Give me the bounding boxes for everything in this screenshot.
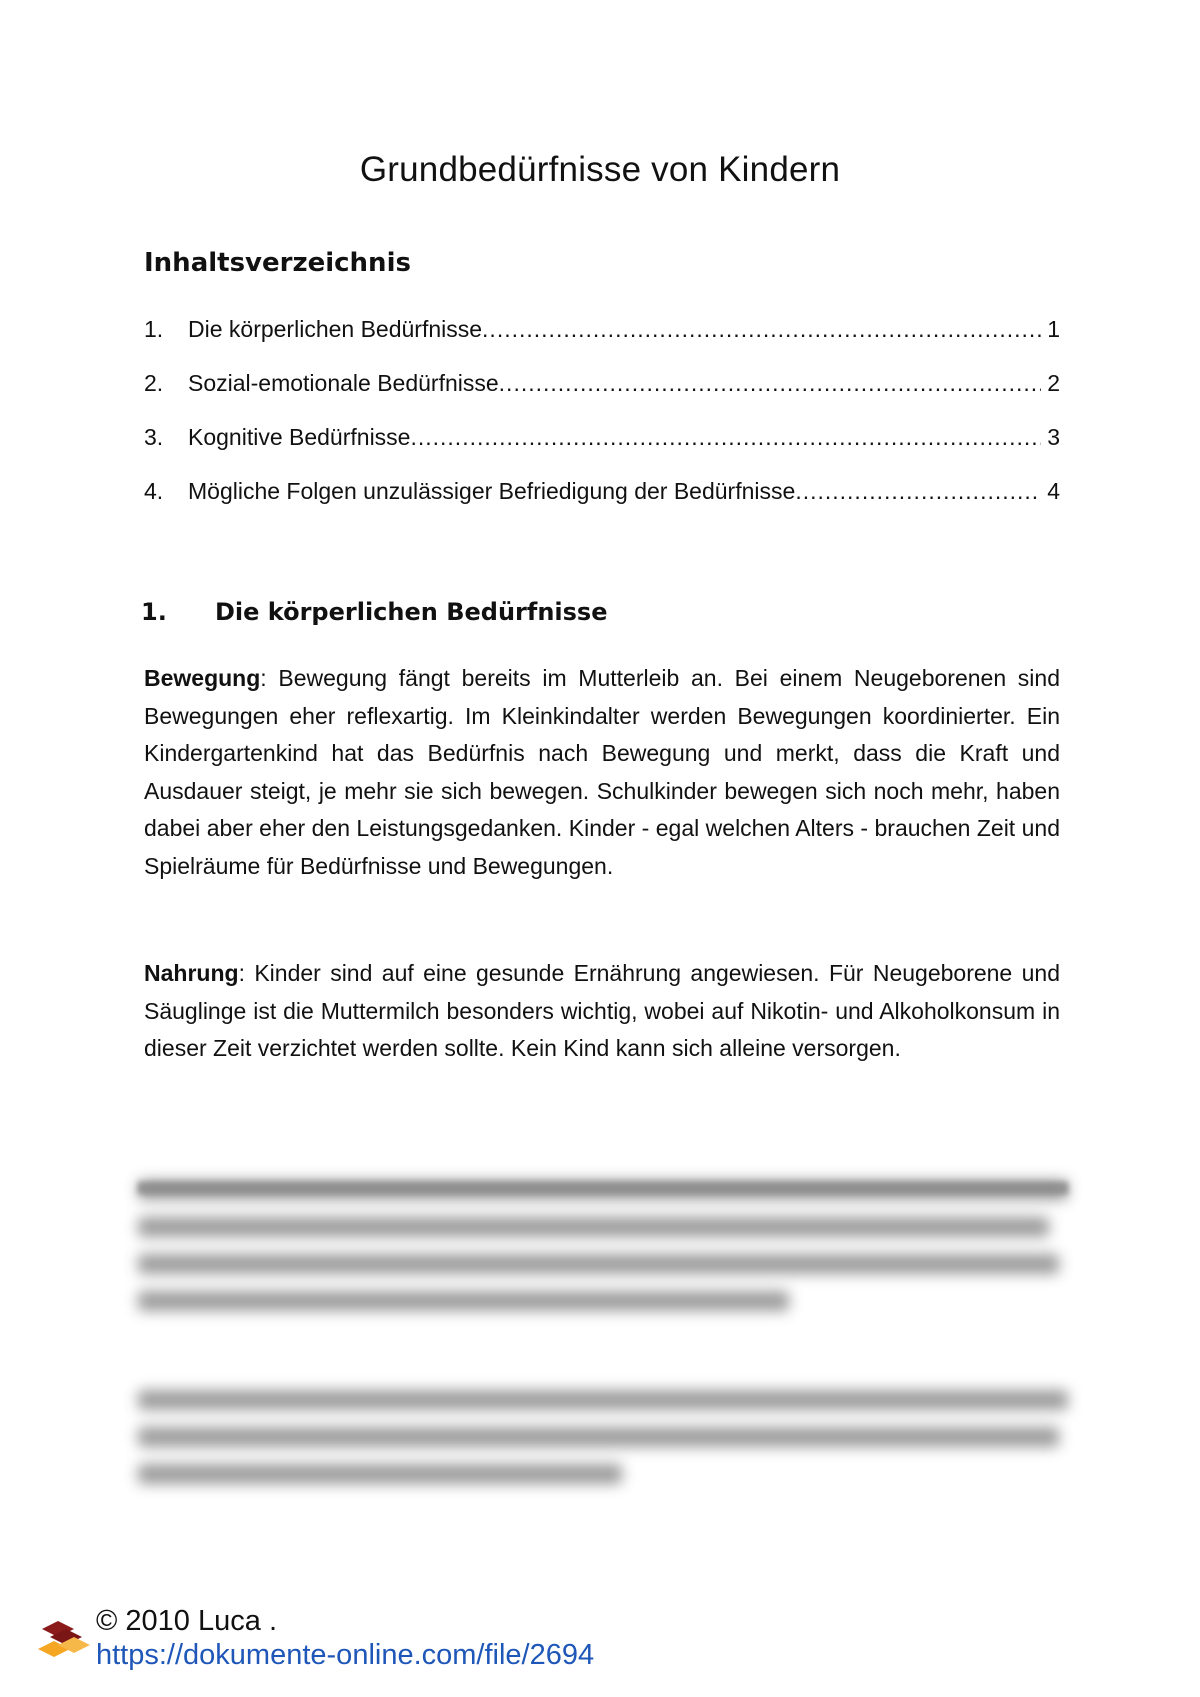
toc-entry-number: 1.	[144, 316, 164, 342]
toc-entry-number: 4.	[144, 478, 164, 504]
blurred-line	[138, 1217, 1049, 1237]
section-number: 1.	[141, 598, 167, 626]
paragraph-nahrung	[144, 955, 1060, 1068]
paragraph-term: Nahrung	[144, 960, 239, 986]
blurred-line	[138, 1464, 622, 1484]
toc-leader-dots	[482, 316, 1041, 343]
toc-entry-page: 1	[1047, 316, 1060, 342]
blurred-paragraph	[138, 1390, 1068, 1515]
toc-entry[interactable]	[144, 424, 1060, 478]
toc-entry-label: Mögliche Folgen unzulässiger Befriedigung der Bedürfnisse	[188, 478, 796, 504]
toc-entry-label: Die körperlichen Bedürfnisse	[188, 316, 483, 342]
toc-entry-number: 3.	[144, 424, 164, 450]
toc-entry[interactable]	[144, 478, 1060, 532]
toc-entry-page: 4	[1047, 478, 1060, 504]
toc-entry-number: 2.	[144, 370, 164, 396]
toc-entry-label: Sozial-emotionale Bedürfnisse	[188, 370, 499, 396]
toc-heading: Inhaltsverzeichnis	[144, 248, 411, 278]
footer	[36, 1605, 796, 1685]
section-heading	[141, 598, 607, 626]
document-title: Grundbedürfnisse von Kindern	[359, 150, 841, 189]
table-of-contents	[144, 316, 1060, 532]
paragraph-bewegung	[144, 660, 1060, 886]
toc-leader-dots	[410, 424, 1041, 451]
paragraph-text: : Kinder sind auf eine gesunde Ernährung angewiesen. Für Neugeborene und Säuglinge ist die Muttermilch besonders wichtig, wobei auf Nikotin- und Alkoholkonsum in dieser Zeit verzichtet werden sollte. Kein Kind kann sich alleine versorgen.	[144, 960, 1060, 1062]
blurred-line	[138, 1291, 789, 1311]
paragraph-term: Bewegung	[144, 665, 261, 691]
paragraph-text: : Bewegung fängt bereits im Mutterleib an. Bei einem Neugeborenen sind Bewegungen eher reflexartig. Im Kleinkindalter werden Bewegungen koordinierter. Ein Kindergartenkind hat das Bedürfnis nach Bewegung und merkt, dass die Kraft und Ausdauer steigt, je mehr sie sich bewegen. Schulkinder bewegen sich noch mehr, haben dabei aber eher den Leistungsgedanken. Kinder - egal welchen Alters - brauchen Zeit und Spielräume für Bedürfnisse und Bewegungen.	[144, 665, 1060, 879]
source-link[interactable]: https://dokumente-online.com/file/2694	[96, 1639, 595, 1671]
toc-entry-page: 3	[1047, 424, 1060, 450]
toc-entry[interactable]	[144, 316, 1060, 370]
toc-leader-dots	[795, 478, 1041, 505]
copyright-text: © 2010 Luca .	[96, 1605, 277, 1637]
blurred-line	[138, 1180, 1068, 1200]
blurred-line	[138, 1390, 1068, 1410]
blurred-paragraph	[138, 1180, 1068, 1340]
blurred-line	[138, 1427, 1059, 1447]
dokumente-online-logo-icon	[36, 1615, 90, 1665]
blurred-line	[138, 1254, 1059, 1274]
toc-entry[interactable]	[144, 370, 1060, 424]
toc-entry-page: 2	[1047, 370, 1060, 396]
toc-leader-dots	[499, 370, 1042, 397]
section-title: Die körperlichen Bedürfnisse	[215, 598, 608, 626]
toc-entry-label: Kognitive Bedürfnisse	[188, 424, 411, 450]
